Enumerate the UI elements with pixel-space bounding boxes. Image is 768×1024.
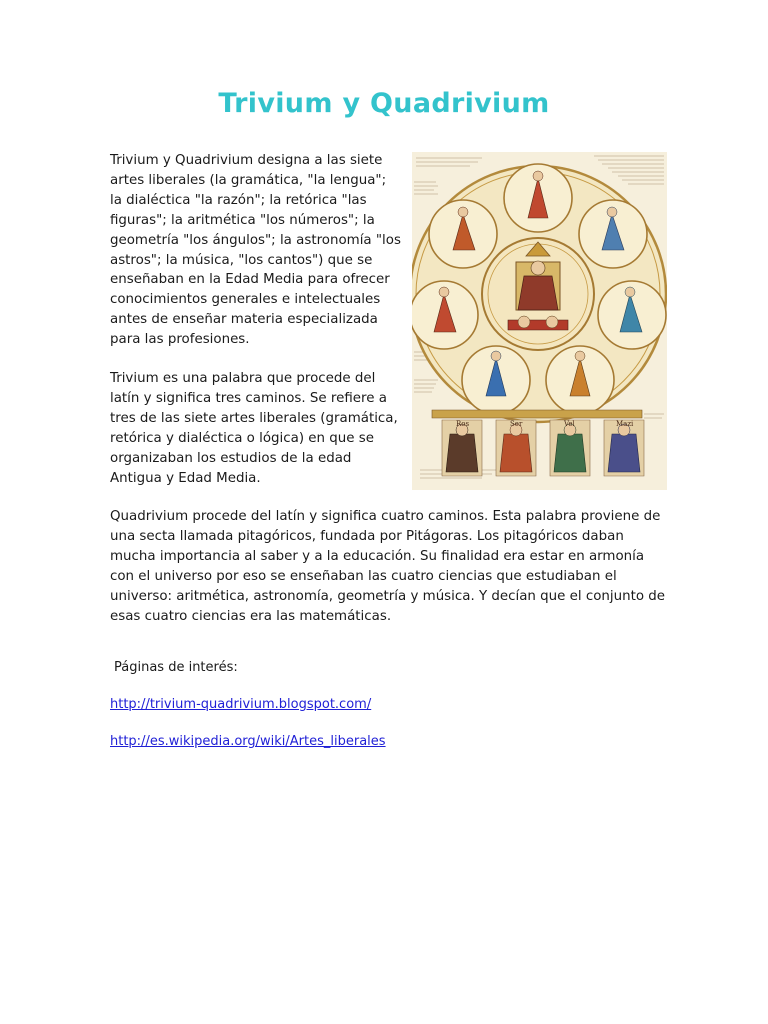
liberal-arts-illustration (412, 152, 667, 490)
poet-label-1: Ros (456, 420, 470, 428)
wikipedia-link[interactable]: http://es.wikipedia.org/wiki/Artes_liberales (110, 734, 386, 749)
poet-label-2: Ser (510, 420, 523, 428)
poet-label-3: Vel (564, 420, 575, 428)
blogspot-link[interactable]: http://trivium-quadrivium.blogspot.com/ (110, 697, 372, 712)
intro-paragraph: Trivium y Quadrivium designa a las siete artes liberales (la gramática, "la lengua"; la dialéctica "la razón"; la retórica "las figuras"; la aritmética "los números"; la geometría "los ángulos"; la astronomía "los astros"; la música, "los cantos") que se enseñaban en la Edad Media para ofrecer conocimientos generales e intelectuales antes de enseñar materia especializada para las profesiones. (110, 153, 401, 348)
interest-heading: Páginas de interés: (114, 660, 238, 675)
trivium-paragraph: Trivium es una palabra que procede del latín y significa tres caminos. Se refiere a tres de las siete artes liberales (gramática, retórica y dialéctica o lógica) en que se organizaban los estudios de la edad Antigua y Edad Media. (110, 371, 398, 486)
illustration-drawing (412, 152, 667, 490)
poet-label-4: Mazi (616, 420, 634, 428)
page-title: Trivium y Quadrivium (218, 88, 550, 119)
quadrivium-paragraph: Quadrivium procede del latín y significa cuatro caminos. Esta palabra proviene de una secta llamada pitagóricos, fundada por Pitágoras. Los pitagóricos daban mucha importancia al saber y a la educación. Su finalidad era estar en armonía con el universo por eso se enseñaban las cuatro ciencias que estudiaban el universo: aritmética, astronomía, geometría y música. Y decían que el conjunto de esas cuatro ciencias era las matemáticas. (110, 509, 666, 624)
